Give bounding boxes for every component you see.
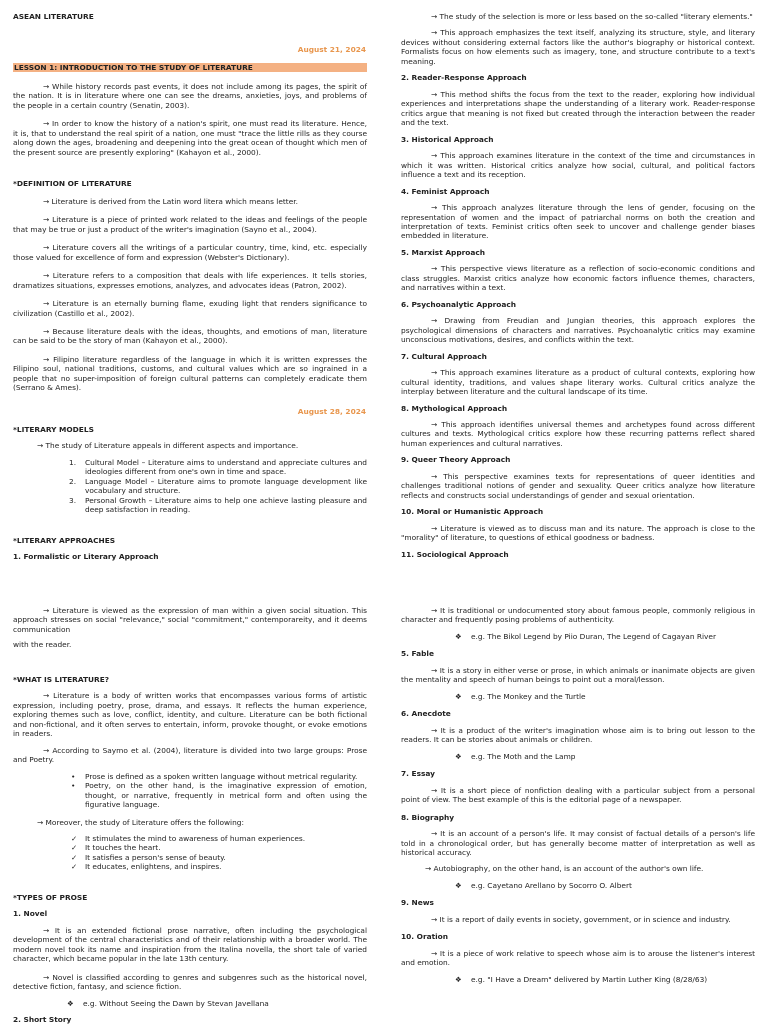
example-text: e.g. Cayetano Arellano by Socorro O. Albert [471, 880, 632, 890]
approach-heading: 1. Formalistic or Literary Approach [13, 552, 159, 562]
example-text: e.g. Without Seeing the Dawn by Stevan Javellana [83, 998, 269, 1008]
list-item-text: Prose is defined as a spoken written language without metrical regularity. [85, 771, 358, 781]
prose-type-text: → It is a story in either verse or prose, in which animals or inanimate objects are given the mentality and speech of human beings to point out a moral/lesson. [401, 665, 755, 685]
example-text: e.g. The Monkey and the Turtle [471, 691, 586, 701]
prose-type-text: → It is a product of the writer's imagination whose aim is to bring out lesson to the readers. It can be stories about animals or children. [401, 725, 755, 745]
approach-text: → This method shifts the focus from the text to the reader, exploring how individual experiences and interpretations shape the understanding of a literary work. Reader-response critics argue that meaning is not fixed but created through the interaction between the reader and the text. [401, 89, 755, 128]
example-text: e.g. The Moth and the Lamp [471, 751, 576, 761]
page2-left-column [13, 606, 367, 1025]
prose-type-heading: 8. Biography [401, 812, 455, 822]
literary-models-section [13, 425, 367, 562]
checkmark-icon: ✓ [71, 833, 78, 843]
example-item [401, 632, 755, 641]
prose-type-text: → It is a report of daily events in society, government, or in science and industry. [431, 914, 731, 924]
definition-item: → Literature refers to a composition that deals with life experiences. It tells stories, dramatizes situations, expresses emotions, analyzes, and advocates ideas (Patron, 2002). [13, 271, 367, 290]
definition-item: → Filipino literature regardless of the language in which it is written expresses the Filipino soul, national traditions, customs, and cultural values which are so ingrained in a people that no super-imposition of foreign cultural patterns can completely eradicate them (Serrano & Ames). [13, 354, 367, 393]
legend-text: → It is traditional or undocumented story about famous people, commonly religious in character and frequently posing problems of authenticity. [401, 606, 755, 625]
list-item [69, 496, 367, 515]
definition-heading: *DEFINITION OF LITERATURE [13, 179, 132, 189]
approach-heading: 10. Moral or Humanistic Approach [401, 507, 544, 517]
benefits-list [13, 834, 367, 872]
prose-type-heading: 10. Oration [401, 932, 448, 942]
prose-type-heading: 5. Fable [401, 649, 434, 659]
definition-item: → Literature is an eternally burning flame, exuding light that renders significance to civilization (Castillo et al., 2002). [13, 299, 367, 318]
approach-heading: 11. Sociological Approach [401, 549, 509, 559]
date-heading-2: August 28, 2024 [297, 407, 366, 416]
moreover-text: → Moreover, the study of Literature offers the following: [37, 817, 244, 827]
intro-paragraph-1: → While history records past events, it does not include among its pages, the spirit of the nation. It is in literature where one can see the dreams, anxieties, joys, and problems of the people in a certain country (Senatin, 2003). [13, 82, 367, 110]
approach-heading: 6. Psychoanalytic Approach [401, 299, 517, 309]
list-item [69, 853, 367, 862]
diamond-bullet-icon: ❖ [455, 631, 462, 641]
example-item [401, 752, 755, 761]
types-of-prose-heading: *TYPES OF PROSE [13, 892, 88, 902]
approach-heading: 7. Cultural Approach [401, 351, 487, 361]
prose-type-heading: 6. Anecdote [401, 709, 451, 719]
prose-type-text: → It is a piece of work relative to speech whose aim is to arouse the listener's interest and emotion. [401, 948, 755, 968]
approach-heading: 3. Historical Approach [401, 134, 494, 144]
bullet-icon: • [71, 781, 76, 791]
example-text: e.g. "I Have a Dream" delivered by Martin Luther King (8/28/63) [471, 974, 708, 984]
approach-text: → This approach examines literature in the context of the time and circumstances in which it was written. Historical critics analyze how social, cultural, and political factors influence a text and its reception. [401, 151, 755, 180]
models-heading: *LITERARY MODELS [13, 425, 94, 434]
prose-type-extra: → Autobiography, on the other hand, is an account of the author's own life. [425, 864, 704, 874]
example-item [401, 692, 755, 701]
approach-text: → This approach examines literature as a product of cultural contexts, exploring how cultural identity, traditions, and values shape literary works. Cultural critics analyze the interplay between literature and the cultural landscape of its time. [401, 368, 755, 397]
approach-heading: 5. Marxist Approach [401, 247, 485, 257]
diamond-bullet-icon: ❖ [67, 998, 74, 1008]
example-text: e.g. The Bikol Legend by Piio Duran, The Legend of Cagayan River [471, 631, 717, 641]
checkmark-icon: ✓ [71, 843, 78, 853]
approach-text: → The study of the selection is more or less based on the so-called "literary elements." [431, 12, 753, 21]
definition-item: → Literature is derived from the Latin word litera which means letter. [43, 196, 298, 206]
what-is-literature-heading: *WHAT IS LITERATURE? [13, 674, 110, 684]
prose-poetry-list [13, 772, 367, 810]
intro-paragraph-2: → In order to know the history of a nation's spirit, one must read its literature. Hence, it is, that to understand the real spirit of a nation, one must "trace the little rills as they course along down the ages, broadening and deepening into the great ocean of thought which men of the present source are presently exploring" (Kahayon et al., 2000). [13, 119, 367, 157]
short-story-heading: 2. Short Story [13, 1015, 72, 1025]
approach-text: → This approach analyzes literature through the lens of gender, focusing on the representation of women and the impact of patriarchal norms on both the creation and interpretation of texts. Feminist critics often seek to uncover and challenge gender biases embedded in literature. [401, 203, 755, 241]
list-item-text: It touches the heart. [85, 843, 161, 853]
checkmark-icon: ✓ [71, 862, 78, 872]
list-item-text: Personal Growth – Literature aims to help one achieve lasting pleasure and deep satisfaction in reading. [85, 495, 367, 515]
approach-heading: 4. Feminist Approach [401, 186, 490, 196]
definition-item: → Literature is a piece of printed work related to the ideas and feelings of the people that may be true or just a product of the writer's imagination (Sayno et al., 2004). [13, 215, 367, 234]
list-item-text: It satisfies a person's sense of beauty. [85, 852, 226, 862]
approach-heading: 9. Queer Theory Approach [401, 455, 511, 465]
approach-text: → This perspective examines texts for representations of queer identities and challenges traditional notions of gender and sexuality. Queer critics analyze how literature reflects and constructs social understandings of gender and sexual orientation. [401, 471, 755, 500]
example-item [13, 999, 367, 1008]
prose-type-text: → It is an account of a person's life. It may consist of factual details of a person's life told in a chronological order, but has generally become matter of interpretation as well as historical accuracy. [401, 829, 755, 857]
sociological-text-end: with the reader. [13, 640, 72, 650]
approach-text: → Drawing from Freudian and Jungian theories, this approach explores the psychological dimensions of characters and narratives. Psychoanalytic critics may examine unconscious motivations, desires, and conflicts within the text. [401, 316, 755, 345]
diamond-bullet-icon: ❖ [455, 974, 462, 984]
list-number: 1. [69, 457, 77, 467]
list-item-text: Language Model – Literature aims to promote language development like vocabulary and structure. [85, 476, 367, 496]
list-item-text: Poetry, on the other hand, is the imaginative expression of emotion, thought, or narrative, frequently in metrical form and often using the figurative language. [85, 781, 367, 810]
page1-left-body [13, 82, 367, 393]
example-item [401, 881, 755, 890]
list-item-text: It educates, enlightens, and inspires. [85, 862, 222, 872]
approach-heading: 8. Mythological Approach [401, 403, 508, 413]
novel-text-1: → It is an extended fictional prose narrative, often including the psychological development of the central characteristics and of their relationship with a broader world. The modern novel took its name and inspiration from the Italina novella, the short tale of varied character, which became popular in the late 13th century. [13, 925, 367, 964]
sociological-text: → Literature is viewed as the expression of man within a given social situation. This approach stresses on social "relevance," social "commitment," contemporareity, and it deems communication [13, 606, 367, 634]
novel-text-2: → Novel is classified according to genres and subgenres such as the historical novel, detective fiction, fantasy, and science fiction. [13, 972, 367, 992]
models-list [13, 458, 367, 515]
list-item [69, 862, 367, 871]
approaches-heading: *LITERARY APPROACHES [13, 535, 116, 545]
list-item [69, 781, 367, 809]
list-item-text: It stimulates the mind to awareness of human experiences. [85, 833, 306, 843]
what-paragraph-1: → Literature is a body of written works that encompasses various forms of artistic expression, including poetry, prose, drama, and essays. It reflects the human experience, exploring themes such as love, conflict, identity, and culture. Literature can be both fictional and non-fictional, and it often serves to entertain, inform, provoke thought, or evoke emotions in readers. [13, 691, 367, 739]
approach-text: → This perspective views literature as a reflection of socio-economic conditions and class struggles. Marxist critics analyze how economic factors influence themes, characters, and narratives within a text. [401, 264, 755, 293]
list-item [69, 477, 367, 496]
definition-item: → Because literature deals with the ideas, thoughts, and emotions of man, literature can be said to be the story of man (Kahayon et al., 2000). [13, 326, 367, 346]
page1-left-column [13, 12, 367, 21]
list-item [69, 458, 367, 477]
prose-type-heading: 9. News [401, 898, 434, 908]
list-item [69, 772, 367, 781]
approach-text: → This approach identifies universal themes and archetypes found across different cultures and texts. Mythological critics explore how these recurring patterns reflect shared human experiences and cultural narratives. [401, 420, 755, 448]
diamond-bullet-icon: ❖ [455, 691, 462, 701]
what-paragraph-2: → According to Saymo et al. (2004), literature is divided into two large groups: Prose and Poetry. [13, 745, 367, 765]
diamond-bullet-icon: ❖ [455, 880, 462, 890]
example-item [401, 975, 755, 984]
bullet-icon: • [71, 771, 76, 781]
list-item [69, 843, 367, 852]
novel-heading: 1. Novel [13, 909, 48, 919]
lesson-title-highlight: LESSON 1: INTRODUCTION TO THE STUDY OF LITERATURE [13, 63, 367, 72]
models-intro: → The study of Literature appeals in different aspects and importance. [37, 441, 299, 451]
approach-text: → Literature is viewed as to discuss man and its nature. The approach is close to the "morality" of literature, to questions of ethical goodness or badness. [401, 523, 755, 543]
diamond-bullet-icon: ❖ [455, 751, 462, 761]
list-number: 3. [69, 495, 77, 505]
date-heading-1: August 21, 2024 [297, 45, 366, 54]
approach-heading: 2. Reader-Response Approach [401, 73, 527, 83]
prose-type-text: → It is a short piece of nonfiction dealing with a particular subject from a personal point of view. The best example of this is the editorial page of a newspaper. [401, 785, 755, 805]
list-item-text: Cultural Model – Literature aims to understand and appreciate cultures and ideologies different from one's own in time and space. [85, 457, 367, 477]
list-number: 2. [69, 476, 77, 486]
page2-right-column [401, 606, 755, 984]
prose-type-heading: 7. Essay [401, 769, 435, 779]
document-title: ASEAN LITERATURE [13, 12, 94, 21]
list-item [69, 834, 367, 843]
page1-right-column [401, 12, 755, 559]
checkmark-icon: ✓ [71, 852, 78, 862]
definition-item: → Literature covers all the writings of a particular country, time, kind, etc. especially those valued for excellence of form and expression (Webster's Dictionary). [13, 243, 367, 262]
approach-text: → This approach emphasizes the text itself, analyzing its structure, style, and literary devices without considering external factors like the author's biography or historical context. Formalists focus on how elements such as imagery, tone, and structure contribute to a text's meaning. [401, 28, 755, 66]
